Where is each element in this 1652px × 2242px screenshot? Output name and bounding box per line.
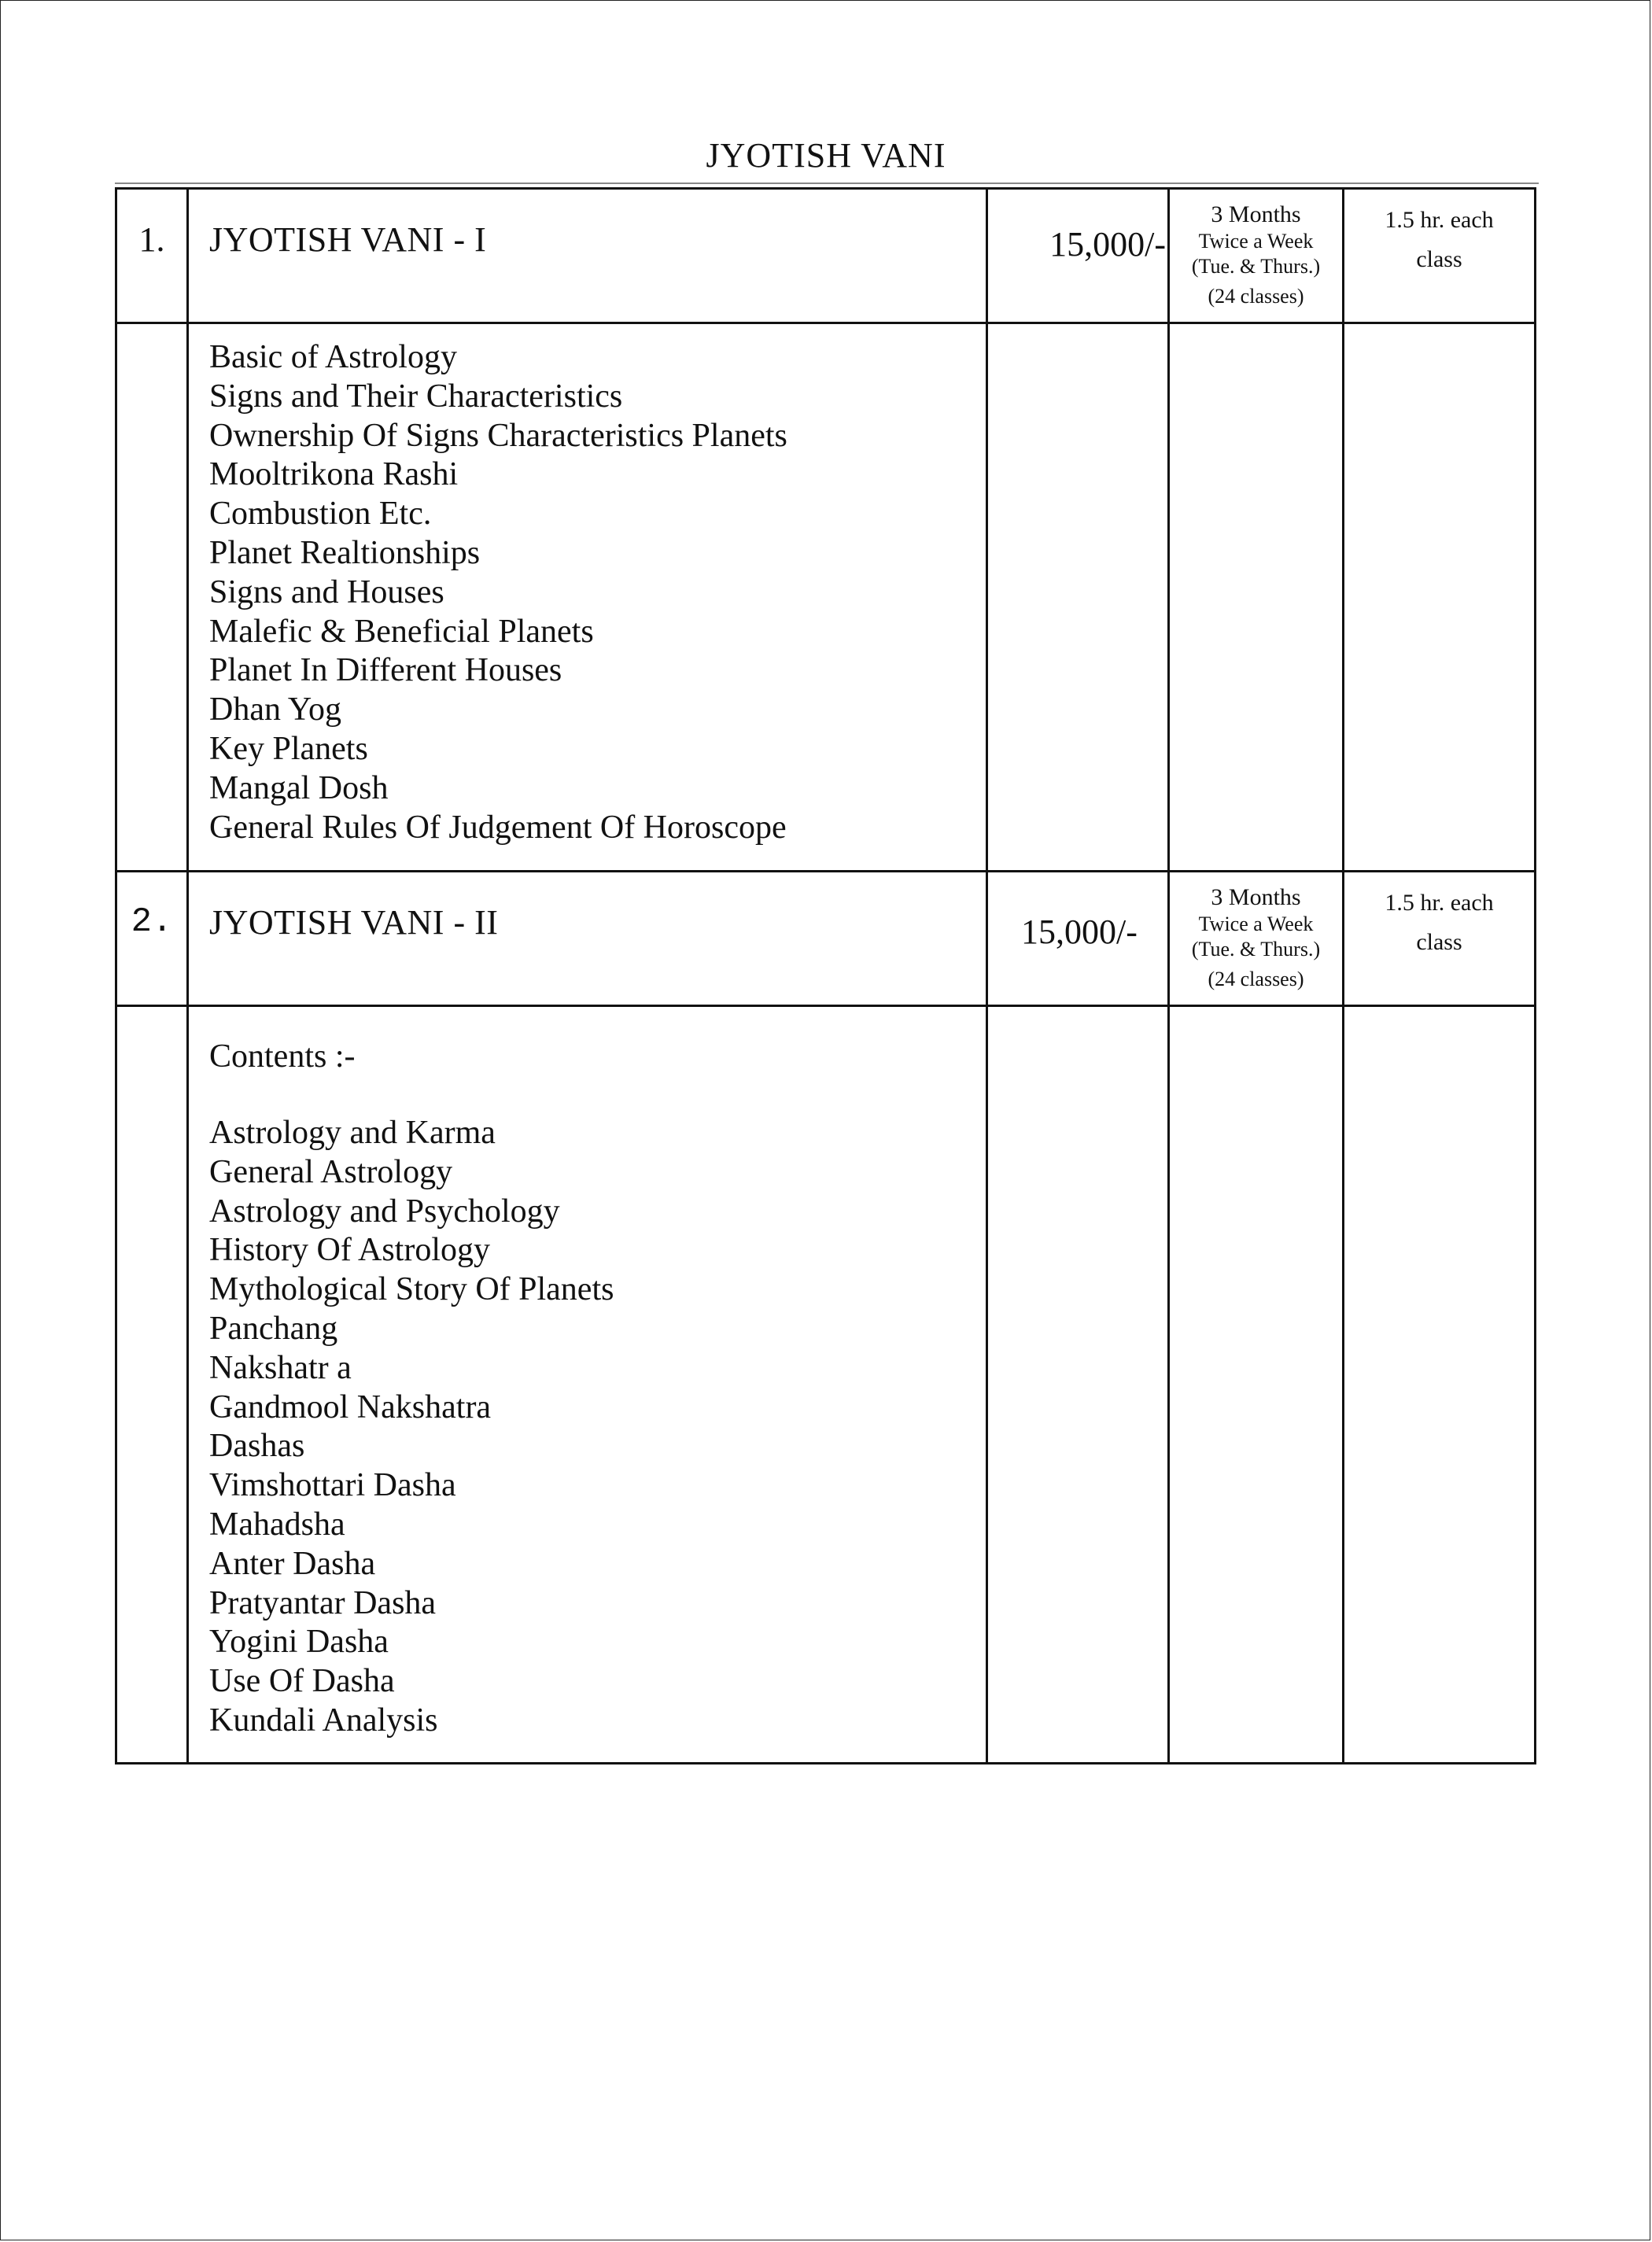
topics-cell <box>188 1006 987 1764</box>
course-duration <box>1170 190 1342 309</box>
empty-cell <box>116 323 188 872</box>
course-fee: 15,000/- <box>1049 225 1166 264</box>
course-duration-cell <box>1169 872 1344 1006</box>
timing-line-1: 1.5 hr. each <box>1385 207 1494 233</box>
duration-months: 3 Months <box>1211 884 1301 910</box>
course-fee: 15,000/- <box>1021 913 1138 951</box>
timing-line-1: 1.5 hr. each <box>1385 890 1494 916</box>
topic-item: Key Planets <box>209 730 368 767</box>
topic-item: Anter Dasha <box>209 1545 376 1582</box>
topic-item: Signs and Their Characteristics <box>209 378 623 415</box>
duration-classes: (24 classes) <box>1208 968 1304 990</box>
course-timing-cell <box>1344 872 1536 1006</box>
course-number-cell <box>116 872 188 1006</box>
topic-item: Mooltrikona Rashi <box>209 456 459 493</box>
empty-cell <box>987 1006 1169 1764</box>
topic-item: Malefic & Beneficial Planets <box>209 613 594 650</box>
topic-item: Use Of Dasha <box>209 1663 395 1700</box>
topic-list <box>189 1076 986 1741</box>
course-table <box>115 187 1536 1764</box>
course-row-1 <box>116 189 1536 323</box>
document-title: JYOTISH VANI <box>706 136 946 175</box>
course-name-cell <box>188 872 987 1006</box>
topic-item: Astrology and Karma <box>209 1115 496 1151</box>
topic-item: Mythological Story Of Planets <box>209 1271 614 1308</box>
course-duration <box>1170 872 1342 992</box>
empty-cell <box>1169 323 1344 872</box>
topic-item: Kundali Analysis <box>209 1702 438 1739</box>
title-underline <box>115 183 1539 184</box>
topic-item: History Of Astrology <box>209 1232 490 1269</box>
topic-item: Dashas <box>209 1428 305 1465</box>
course-timing-cell <box>1344 189 1536 323</box>
topic-item: Planet Realtionships <box>209 534 481 571</box>
duration-days: (Tue. & Thurs.) <box>1191 938 1321 961</box>
course-timing <box>1344 190 1534 279</box>
course-fee-cell <box>987 872 1169 1006</box>
topic-item: Combustion Etc. <box>209 496 432 533</box>
empty-cell <box>116 1006 188 1764</box>
topic-item: Mahadsha <box>209 1506 345 1543</box>
course-number: 1. <box>138 220 165 259</box>
timing-line-2: class <box>1416 929 1462 955</box>
course-topics-row-2 <box>116 1006 1536 1764</box>
topic-item: Vimshottari Dasha <box>209 1467 456 1504</box>
duration-frequency: Twice a Week <box>1198 230 1314 253</box>
topic-item: Yogini Dasha <box>209 1624 389 1661</box>
topic-item: Nakshatr a <box>209 1349 352 1386</box>
empty-cell <box>1344 1006 1536 1764</box>
course-topics-row-1 <box>116 323 1536 872</box>
course-timing <box>1344 872 1534 962</box>
duration-months: 3 Months <box>1211 201 1301 227</box>
topic-item: Dhan Yog <box>209 691 342 728</box>
course-name: JYOTISH VANI - II <box>209 903 499 942</box>
empty-cell <box>987 323 1169 872</box>
topic-item: Planet In Different Houses <box>209 652 562 689</box>
duration-classes: (24 classes) <box>1208 285 1304 308</box>
topic-item: Mangal Dosh <box>209 769 389 806</box>
empty-cell <box>1344 323 1536 872</box>
course-number-cell <box>116 189 188 323</box>
course-name-cell <box>188 189 987 323</box>
topic-item: Astrology and Psychology <box>209 1193 560 1230</box>
course-duration-cell <box>1169 189 1344 323</box>
topics-cell <box>188 323 987 872</box>
timing-line-2: class <box>1416 246 1462 272</box>
course-fee-cell <box>987 189 1169 323</box>
topic-item: Panchang <box>209 1310 338 1347</box>
course-number: 2. <box>131 902 173 942</box>
topic-item: Pratyantar Dasha <box>209 1584 437 1621</box>
topic-item: Signs and Houses <box>209 573 444 610</box>
course-row-2 <box>116 872 1536 1006</box>
duration-days: (Tue. & Thurs.) <box>1191 255 1321 278</box>
contents-label: Contents :- <box>209 1038 356 1075</box>
topic-item: General Astrology <box>209 1153 453 1190</box>
topic-item: Ownership Of Signs Characteristics Planets <box>209 417 787 454</box>
duration-frequency: Twice a Week <box>1198 913 1314 935</box>
empty-cell <box>1169 1006 1344 1764</box>
topic-item: Basic of Astrology <box>209 339 457 375</box>
topic-list <box>189 324 986 847</box>
topic-item: General Rules Of Judgement Of Horoscope <box>209 809 787 846</box>
topic-item: Gandmool Nakshatra <box>209 1388 492 1425</box>
course-name: JYOTISH VANI - I <box>209 220 487 259</box>
